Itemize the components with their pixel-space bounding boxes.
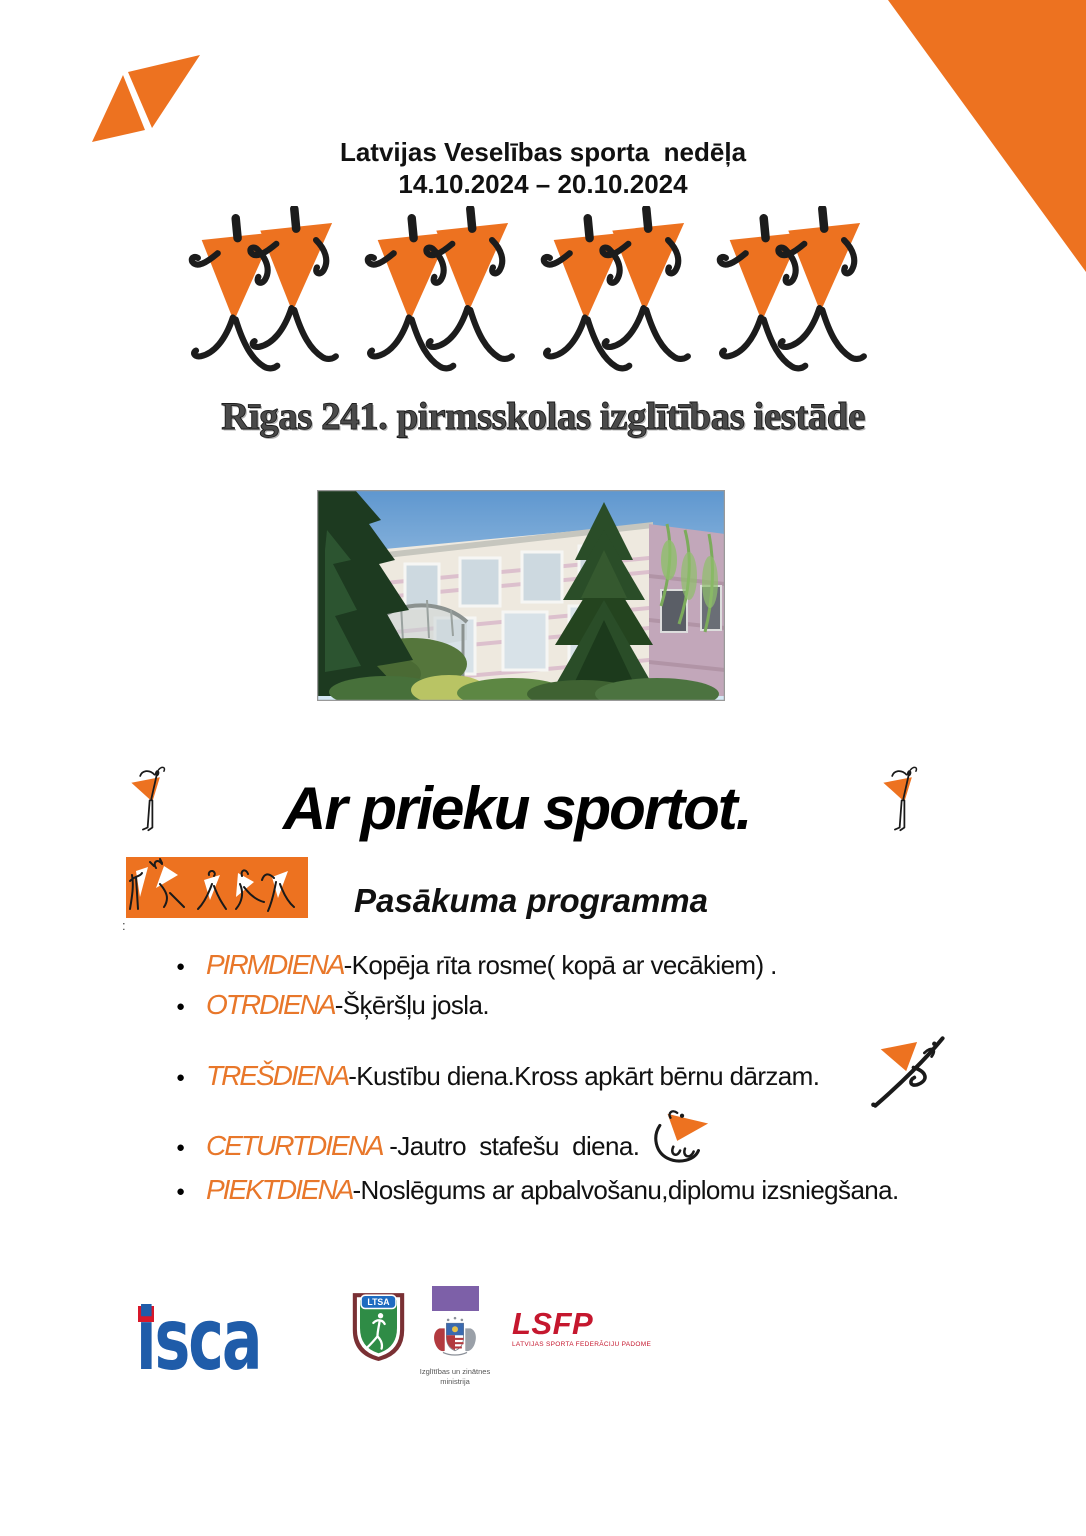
runner-pair-icon: [186, 206, 344, 378]
list-item: [176, 989, 489, 1021]
ministry-logo: [412, 1286, 498, 1387]
lsfp-logo: [512, 1306, 652, 1348]
day-label: PIEKTDIENA: [206, 1174, 353, 1205]
day-label: PIRMDIENA: [206, 949, 344, 980]
item-text: -Noslēgums ar apbalvošanu,diplomu izsniegšana.: [352, 1175, 899, 1205]
bullet-icon: ●: [176, 958, 186, 975]
lsfp-wordmark: LSFP: [512, 1306, 594, 1341]
item-text: -Kopēja rīta rosme( kopā ar vecākiem) .: [343, 950, 777, 980]
week-title: Latvijas Veselības sporta nedēļa: [339, 137, 747, 167]
list-item: [176, 1130, 639, 1162]
day-label: OTRDIENA: [206, 989, 335, 1020]
ministry-purple-bar: [432, 1286, 479, 1311]
school-name: Rīgas 241. pirmsskolas izglītības iestāde: [221, 395, 865, 438]
bullet-icon: ●: [176, 1183, 186, 1200]
isca-logo: [136, 1290, 306, 1391]
lsfp-subtitle: LATVIJAS SPORTA FEDERĀCIJU PADOME: [512, 1341, 652, 1348]
gymnast-icon: [130, 756, 168, 842]
ltsa-shield-icon: [347, 1289, 410, 1363]
activity-banner-icon: [126, 857, 308, 918]
bullet-icon: ●: [176, 1139, 186, 1156]
list-item: [176, 949, 777, 981]
runner-pair-icon: [714, 206, 872, 378]
day-label: CETURTDIENA: [206, 1130, 383, 1161]
day-label: TREŠDIENA: [206, 1060, 349, 1091]
flash-logo-icon: [92, 52, 204, 144]
bullet-icon: ●: [176, 998, 186, 1015]
gymnast-icon: [882, 756, 920, 842]
corner-triangle: [888, 0, 1086, 272]
building-photo: [317, 490, 725, 701]
runner-pair-icon: [538, 206, 696, 378]
ministry-name-line1: Izglītības un zinātnes: [419, 1367, 491, 1376]
list-item: [176, 1060, 819, 1092]
runner-pair-icon: [362, 206, 520, 378]
ministry-name-line2: ministrija: [440, 1376, 470, 1386]
program-heading: Pasākuma programma: [354, 882, 708, 919]
somersault-icon: [648, 1110, 718, 1166]
bullet-icon: ●: [176, 1069, 186, 1086]
week-dates: 14.10.2024 – 20.10.2024: [398, 169, 688, 199]
item-text: -Jautro stafešu diena.: [382, 1131, 640, 1161]
cartwheel-icon: [868, 1026, 948, 1118]
slogan: Ar prieku sportot.: [283, 775, 751, 842]
ltsa-wordmark: LTSA: [367, 1296, 390, 1307]
coat-of-arms-icon: [431, 1314, 479, 1360]
list-item: [176, 1174, 899, 1206]
isca-wordmark: isca: [136, 1290, 261, 1391]
item-text: -Šķēršļu josla.: [334, 990, 489, 1020]
ministry-name: [412, 1367, 498, 1387]
runners-row: [186, 206, 872, 378]
stray-mark: :: [122, 918, 126, 933]
item-text: -Kustību diena.Kross apkārt bērnu dārzam.: [348, 1061, 820, 1091]
